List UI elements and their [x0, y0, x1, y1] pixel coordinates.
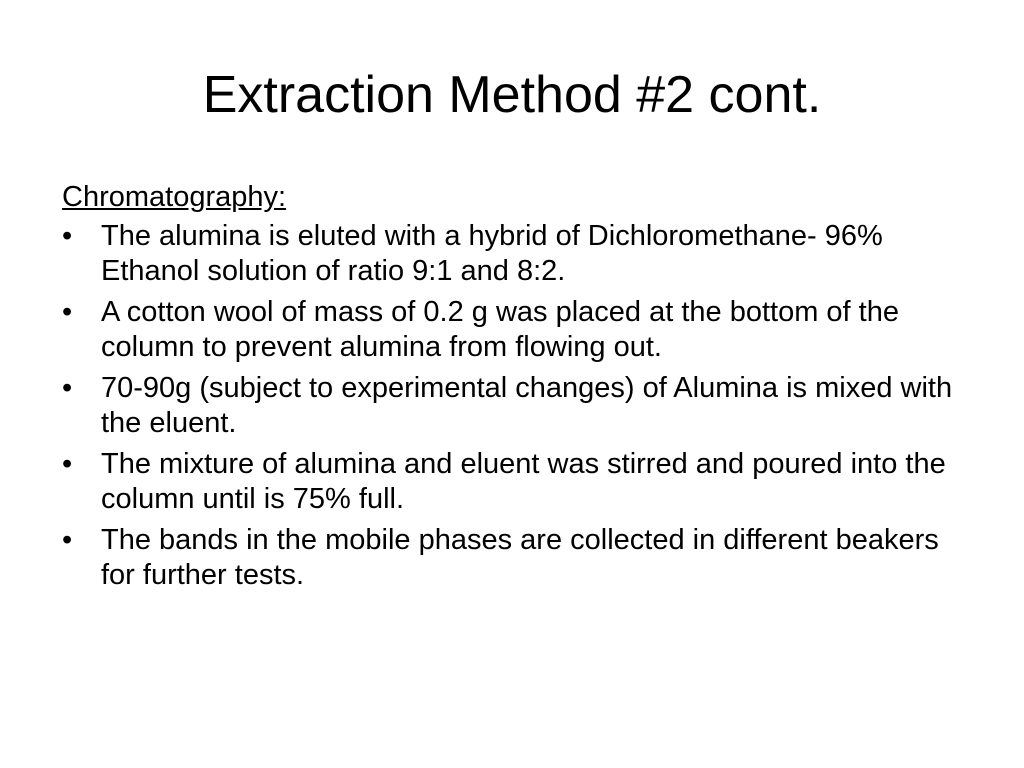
section-heading: Chromatography: [62, 181, 287, 213]
bullet-icon: • [62, 296, 73, 328]
bullet-text: The mixture of alumina and eluent was stirred and poured into the column until is 75% full. [101, 448, 946, 515]
bullet-item [62, 295, 962, 365]
bullet-text: A cotton wool of mass of 0.2 g was placed at the bottom of the column to prevent alumina from flowing out. [101, 296, 899, 363]
bullet-item [62, 523, 962, 593]
bullet-item [62, 219, 962, 289]
bullet-icon: • [62, 220, 73, 252]
slide-title: Extraction Method #2 cont. [202, 66, 822, 124]
bullet-text: 70-90g (subject to experimental changes) of Alumina is mixed with the eluent. [101, 372, 953, 439]
bullet-item [62, 371, 962, 441]
bullet-text: The alumina is eluted with a hybrid of Dichloromethane- 96% Ethanol solution of ratio 9:1 and 8:2. [101, 220, 883, 287]
bullet-icon: • [62, 448, 73, 480]
bullet-icon: • [62, 372, 73, 404]
bullet-item [62, 447, 962, 517]
slide-content [62, 180, 962, 599]
bullet-list [62, 219, 962, 593]
bullet-text: The bands in the mobile phases are collected in different beakers for further tests. [101, 524, 939, 591]
bullet-icon: • [62, 524, 73, 556]
